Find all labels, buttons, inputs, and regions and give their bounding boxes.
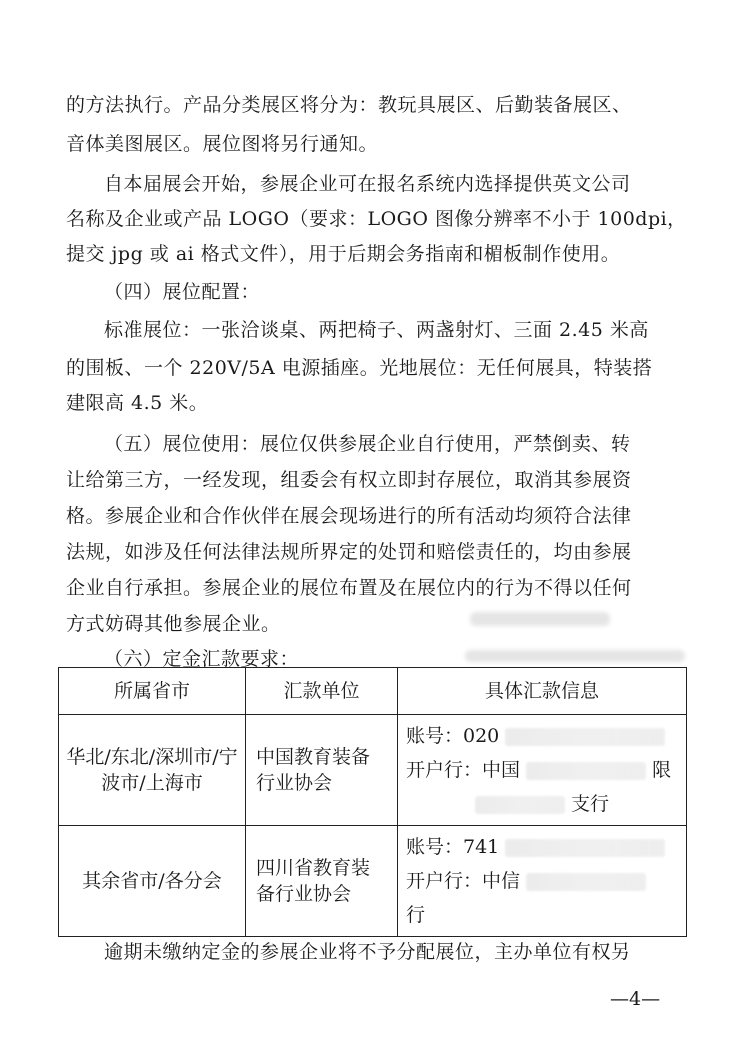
section-heading: （六）定金汇款要求： [104,648,300,670]
region-cell: 华北/东北/深圳市/宁波市/上海市 [59,715,246,826]
region-cell: 其余省市/各分会 [59,826,246,937]
paragraph-line: 建限高 4.5 米。 [66,392,209,414]
paragraph-line: 格。参展企业和合作伙伴在展会现场进行的所有活动均须符合法律 [66,505,632,527]
bank-name: 开户行：中国 [406,759,521,781]
paragraph-line: 名称及企业或产品 LOGO（要求：LOGO 图像分辨率不小于 100dpi， [66,208,687,230]
info-cell [398,715,687,826]
paragraph-line: 的围板、一个 220V/5A 电源插座。光地展位：无任何展具，特装搭 [66,357,653,379]
page-number: —4— [610,988,661,1010]
unit-cell: 中国教育装备行业协会 [246,715,398,826]
remittance-table [58,667,687,937]
paragraph-line: 自本届展会开始，参展企业可在报名系统内选择提供英文公司 [104,173,631,195]
paragraph-line: 提交 jpg 或 ai 格式文件），用于后期会务指南和楣板制作使用。 [66,243,621,265]
bank-line [406,753,678,787]
account-number: 账号：741 [406,836,500,858]
paragraph-line: 音体美图展区。展位图将另行通知。 [66,133,379,155]
column-header-unit: 汇款单位 [246,668,398,715]
paragraph-line: 让给第三方，一经发现，组委会有权立即封存展位，取消其参展资 [66,469,632,491]
table-header-row [59,668,687,715]
branch-line [406,787,678,821]
bank-branch: 行 [406,904,426,926]
column-header-info: 具体汇款信息 [398,668,687,715]
paragraph-line: 逾期未缴纳定金的参展企业将不予分配展位，主办单位有权另 [104,941,631,963]
bank-name-suffix: 限 [652,759,672,781]
account-number: 账号：020 [406,725,500,747]
unit-cell: 四川省教育装备行业协会 [246,826,398,937]
paragraph-line: 方式妨碍其他参展企业。 [66,613,281,635]
branch-line [406,898,678,932]
paragraph-line: 企业自行承担。参展企业的展位布置及在展位内的行为不得以任何 [66,577,632,599]
scan-smudge [470,612,610,626]
redaction-mark [526,762,646,780]
paragraph-line: 法规，如涉及任何法律法规所界定的处罚和赔偿责任的，均由参展 [66,541,632,563]
paragraph-line: 标准展位：一张洽谈桌、两把椅子、两盏射灯、三面 2.45 米高 [104,319,649,341]
info-cell [398,826,687,937]
redaction-mark [505,839,665,857]
redaction-mark [505,728,665,746]
table-row [59,715,687,826]
scan-smudge [465,650,685,662]
column-header-region: 所属省市 [59,668,246,715]
section-heading: （四）展位配置： [104,281,261,303]
bank-line [406,864,678,898]
account-line [406,719,678,753]
bank-name: 开户行：中信 [406,870,521,892]
account-line [406,830,678,864]
bank-branch: 支行 [571,793,610,815]
table-row [59,826,687,937]
paragraph-line: （五）展位使用：展位仅供参展企业自行使用，严禁倒卖、转 [104,433,631,455]
redaction-mark [475,796,565,814]
redaction-mark [526,873,646,891]
paragraph-line: 的方法执行。产品分类展区将分为：教玩具展区、后勤装备展区、 [66,94,632,116]
